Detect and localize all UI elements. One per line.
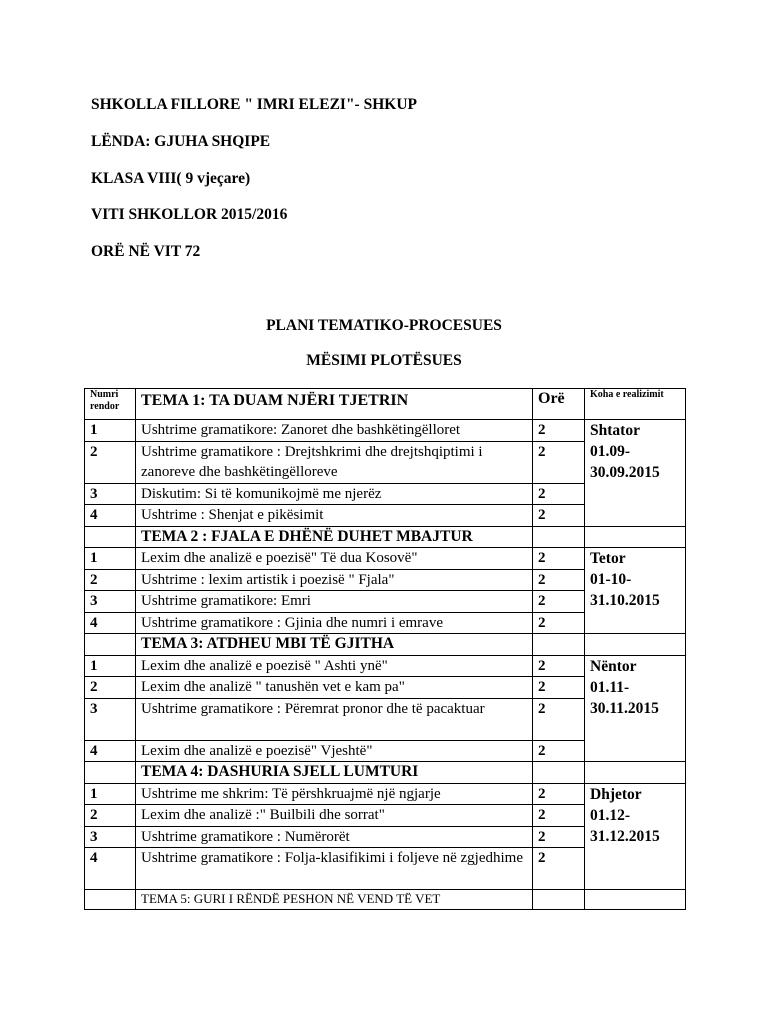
month-name: Nëntor bbox=[590, 657, 637, 675]
time-cell bbox=[585, 655, 686, 762]
row-number: 1 bbox=[85, 420, 136, 442]
row-number: 1 bbox=[85, 655, 136, 677]
row-activity: Ushtrime gramatikore : Numërorët bbox=[136, 826, 533, 848]
date-end: 31.12.2015 bbox=[590, 827, 660, 845]
row-number: 2 bbox=[85, 569, 136, 591]
row-number: 4 bbox=[85, 740, 136, 762]
row-hours: 2 bbox=[533, 655, 585, 677]
row-activity: Lexim dhe analizë :" Builbili dhe sorrat" bbox=[136, 805, 533, 827]
row-number: 3 bbox=[85, 698, 136, 740]
subject-line: LËNDA: GJUHA SHQIPE bbox=[91, 133, 271, 150]
row-activity: Ushtrime gramatikore: Zanoret dhe bashkëtingëlloret bbox=[136, 420, 533, 442]
row-activity: Lexim dhe analizë " tanushën vet e kam pa" bbox=[136, 677, 533, 699]
row-number: 3 bbox=[85, 826, 136, 848]
row-number: 1 bbox=[85, 548, 136, 570]
col-header-time: Koha e realizimit bbox=[585, 389, 686, 420]
yearly-hours-line: ORË NË VIT 72 bbox=[91, 243, 201, 260]
row-number: 3 bbox=[85, 591, 136, 613]
row-hours: 2 bbox=[533, 505, 585, 527]
table-header-row bbox=[85, 389, 686, 420]
month-name: Shtator bbox=[590, 422, 640, 439]
plan-title: PLANI TEMATIKO-PROCESUES bbox=[266, 317, 502, 334]
row-hours: 2 bbox=[533, 612, 585, 634]
theme-title: TEMA 2 : FJALA E DHËNË DUHET MBAJTUR bbox=[136, 526, 533, 548]
date-end: 30.11.2015 bbox=[590, 699, 659, 717]
class-line: KLASA VIII( 9 vjeçare) bbox=[91, 170, 251, 187]
table-row bbox=[85, 655, 686, 677]
row-activity: Ushtrime : Shenjat e pikësimit bbox=[136, 505, 533, 527]
theme-row bbox=[85, 634, 686, 656]
row-number: 2 bbox=[85, 441, 136, 483]
row-hours: 2 bbox=[533, 591, 585, 613]
row-hours: 2 bbox=[533, 783, 585, 805]
row-number: 2 bbox=[85, 805, 136, 827]
row-hours: 2 bbox=[533, 548, 585, 570]
row-activity: Ushtrime me shkrim: Të përshkruajmë një ngjarje bbox=[136, 783, 533, 805]
date-end: 31.10.2015 bbox=[590, 592, 660, 609]
row-hours: 2 bbox=[533, 848, 585, 890]
theme-title: TEMA 5: GURI I RËNDË PESHON NË VEND TË VET bbox=[136, 890, 533, 910]
row-number: 2 bbox=[85, 677, 136, 699]
row-activity: Ushtrime gramatikore : Gjinia dhe numri i emrave bbox=[136, 612, 533, 634]
theme-title: TEMA 3: ATDHEU MBI TË GJITHA bbox=[136, 634, 533, 656]
time-cell bbox=[585, 420, 686, 527]
date-start: 01-10- bbox=[590, 571, 632, 588]
col-header-number: Numri rendor bbox=[85, 389, 136, 420]
theme-row bbox=[85, 890, 686, 910]
row-activity: Ushtrime gramatikore : Folja-klasifikimi i foljeve në zgjedhime bbox=[136, 848, 533, 890]
theme-title: TEMA 4: DASHURIA SJELL LUMTURI bbox=[136, 762, 533, 784]
col-header-hours: Orë bbox=[533, 389, 585, 420]
row-hours: 2 bbox=[533, 826, 585, 848]
row-activity: Diskutim: Si të komunikojmë me njerëz bbox=[136, 483, 533, 505]
row-activity: Ushtrime gramatikore : Drejtshkrimi dhe drejtshqiptimi i zanoreve dhe bashkëtingëlloreve bbox=[136, 441, 533, 483]
row-hours: 2 bbox=[533, 441, 585, 483]
theme-row bbox=[85, 526, 686, 548]
row-number: 4 bbox=[85, 848, 136, 890]
row-number: 4 bbox=[85, 612, 136, 634]
row-activity: Lexim dhe analizë e poezisë" Vjeshtë" bbox=[136, 740, 533, 762]
date-start: 01.12- bbox=[590, 806, 631, 824]
time-cell bbox=[585, 548, 686, 634]
theme-row bbox=[85, 762, 686, 784]
month-name: Tetor bbox=[590, 550, 626, 567]
row-number: 3 bbox=[85, 483, 136, 505]
school-name: SHKOLLA FILLORE " IMRI ELEZI"- SHKUP bbox=[91, 96, 417, 113]
row-hours: 2 bbox=[533, 805, 585, 827]
row-hours: 2 bbox=[533, 740, 585, 762]
table-row bbox=[85, 420, 686, 442]
row-hours: 2 bbox=[533, 569, 585, 591]
theme-title: TEMA 1: TA DUAM NJËRI TJETRIN bbox=[136, 389, 533, 420]
row-activity: Ushtrime gramatikore : Përemrat pronor dhe të pacaktuar bbox=[136, 698, 533, 740]
month-name: Dhjetor bbox=[590, 785, 642, 803]
date-start: 01.11- bbox=[590, 678, 630, 696]
row-activity: Lexim dhe analizë e poezisë" Të dua Kosovë" bbox=[136, 548, 533, 570]
table-row bbox=[85, 548, 686, 570]
row-hours: 2 bbox=[533, 677, 585, 699]
row-hours: 2 bbox=[533, 420, 585, 442]
table-row bbox=[85, 783, 686, 805]
time-cell bbox=[585, 783, 686, 890]
row-activity: Ushtrime gramatikore: Emri bbox=[136, 591, 533, 613]
plan-subtitle: MËSIMI PLOTËSUES bbox=[306, 352, 462, 369]
row-activity: Lexim dhe analizë e poezisë " Ashti ynë" bbox=[136, 655, 533, 677]
row-activity: Ushtrime : lexim artistik i poezisë " Fjala" bbox=[136, 569, 533, 591]
school-year-line: VITI SHKOLLOR 2015/2016 bbox=[91, 206, 288, 223]
row-hours: 2 bbox=[533, 483, 585, 505]
thematic-plan-table bbox=[84, 388, 686, 910]
row-hours: 2 bbox=[533, 698, 585, 740]
row-number: 1 bbox=[85, 783, 136, 805]
row-number: 4 bbox=[85, 505, 136, 527]
date-end: 30.09.2015 bbox=[590, 464, 660, 481]
date-start: 01.09- bbox=[590, 443, 631, 460]
